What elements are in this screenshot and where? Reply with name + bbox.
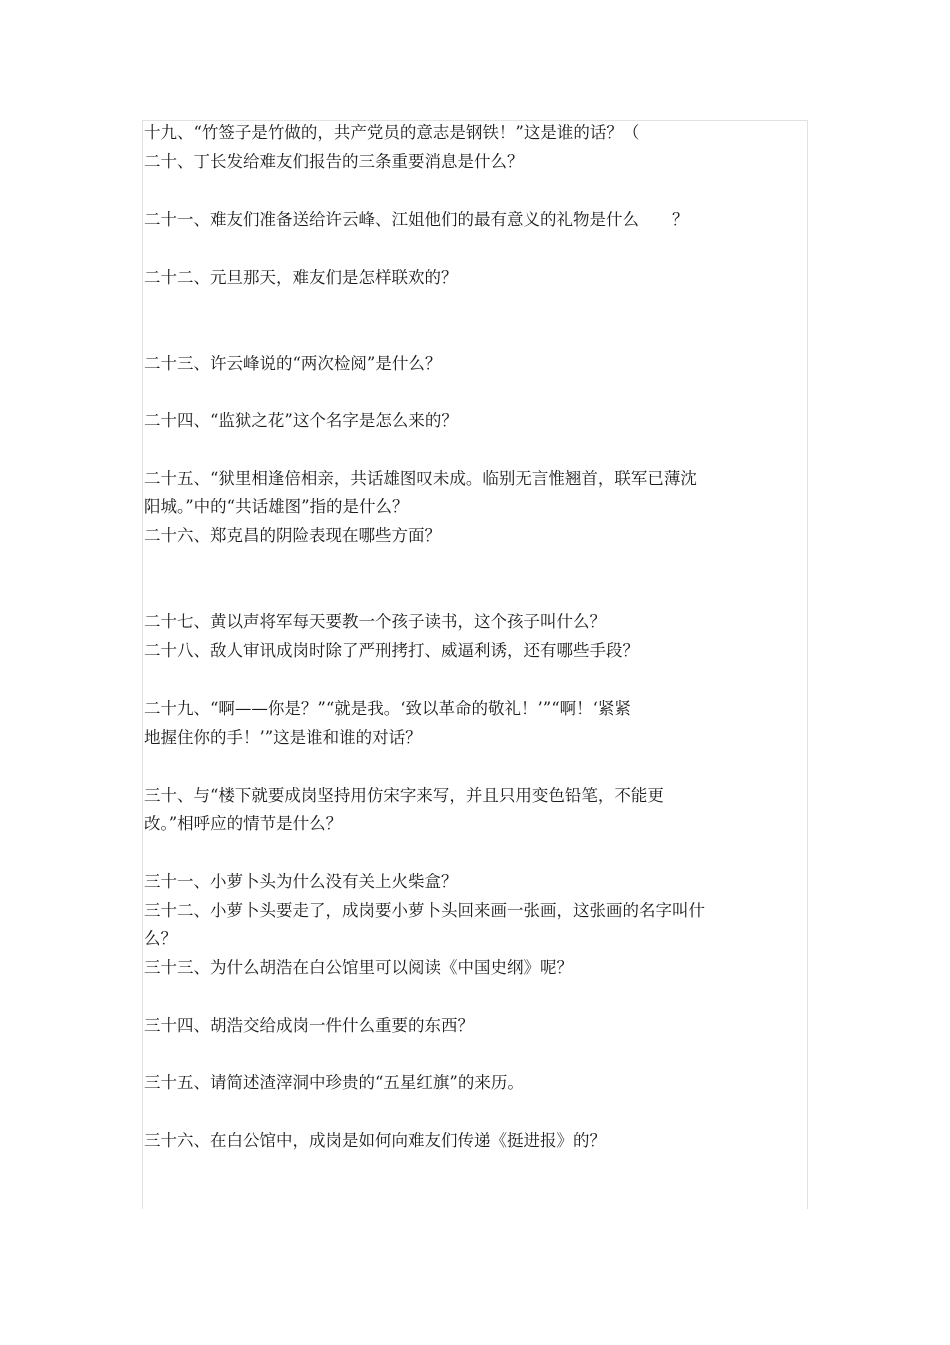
question-36: 三十六、在白公馆中，成岗是如何向难友们传递《挺进报》的？ (144, 1131, 606, 1150)
question-24: 二十四、“监狱之花”这个名字是怎么来的？ (144, 411, 458, 430)
question-25-line-2: 阳城。”中的“共话雄图”指的是什么？ (144, 497, 409, 516)
question-22: 二十二、元旦那天，难友们是怎样联欢的？ (144, 268, 458, 287)
question-26: 二十六、郑克昌的阴险表现在哪些方面？ (144, 526, 441, 545)
question-30-line-1: 三十、与“楼下就要成岗坚持用仿宋字来写，并且只用变色铅笔，不能更 (144, 786, 664, 805)
question-27: 二十七、黄以声将军每天要教一个孩子读书，这个孩子叫什么？ (144, 612, 606, 631)
question-29-line-1: 二十九、“啊——你是？”“就是我。‘致以革命的敬礼！’”“啊！‘紧紧 (144, 699, 631, 718)
question-32-line-2: 么？ (144, 929, 177, 948)
question-25-line-1: 二十五、“狱里相逢倍相亲，共话雄图叹未成。临别无言惟翘首，联军已薄沈 (144, 469, 697, 488)
question-20: 二十、丁长发给难友们报告的三条重要消息是什么？ (144, 152, 524, 171)
question-30-line-2: 改。”相呼应的情节是什么？ (144, 814, 343, 833)
question-23: 二十三、许云峰说的“两次检阅”是什么？ (144, 354, 442, 373)
question-21: 二十一、难友们准备送给许云峰、江姐他们的最有意义的礼物是什么 ？ (144, 210, 689, 229)
question-19: 十九、“竹签子是竹做的，共产党员的意志是钢铁！”这是谁的话？（ (144, 123, 640, 142)
question-33: 三十三、为什么胡浩在白公馆里可以阅读《中国史纲》呢？ (144, 958, 573, 977)
question-32-line-1: 三十二、小萝卜头要走了，成岗要小萝卜头回来画一张画，这张画的名字叫什 (144, 901, 705, 920)
question-31: 三十一、小萝卜头为什么没有关上火柴盒？ (144, 872, 458, 891)
question-34: 三十四、胡浩交给成岗一件什么重要的东西？ (144, 1016, 474, 1035)
question-28: 二十八、敌人审讯成岗时除了严刑拷打、威逼利诱，还有哪些手段？ (144, 641, 639, 660)
question-35: 三十五、请简述渣滓洞中珍贵的“五星红旗”的来历。 (144, 1073, 524, 1092)
question-29-line-2: 地握住你的手！’”这是谁和谁的对话？ (144, 728, 422, 747)
